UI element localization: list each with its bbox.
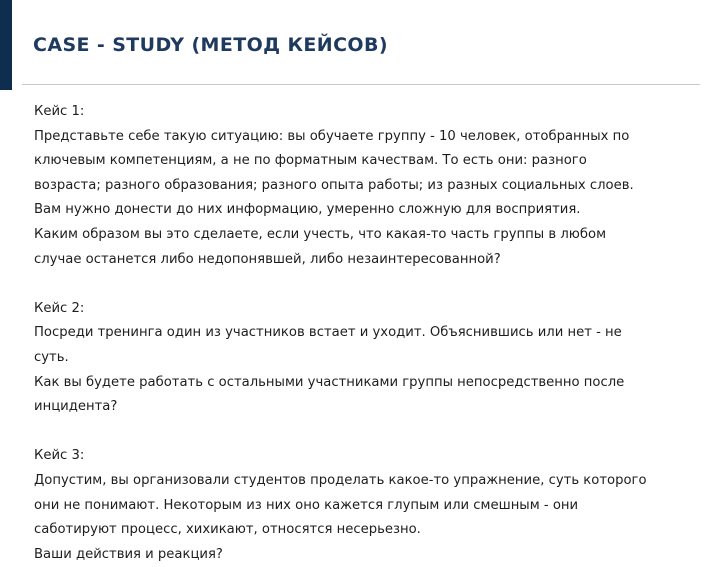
case-1-line: ключевым компетенциям, а не по форматным качествам. То есть они: разного: [34, 153, 587, 169]
slide-content: [34, 100, 702, 567]
case-3-line: саботируют процесс, хихикают, относятся несерьезно.: [34, 522, 421, 538]
case-2-title: Кейс 2:: [34, 300, 85, 316]
case-3-line: Допустим, вы организовали студентов проделать какое-то упражнение, суть которого: [34, 472, 647, 488]
case-1-line: Представьте себе такую ситуацию: вы обучаете группу - 10 человек, отобранных по: [34, 128, 630, 144]
case-1-title: Кейс 1:: [34, 104, 85, 119]
case-2-line: Посреди тренинга один из участников встает и уходит. Объяснившись или нет - не: [34, 325, 622, 341]
case-1-line: случае останется либо недопонявшей, либо незаинтересованной?: [34, 251, 501, 267]
case-1-line: Вам нужно донести до них информацию, умеренно сложную для восприятия.: [34, 202, 581, 218]
slide-title: CASE - STUDY (МЕТОД КЕЙСОВ): [33, 34, 388, 56]
case-2-line: суть.: [34, 349, 69, 365]
case-3: [34, 444, 702, 567]
case-2-line: Как вы будете работать с остальными участниками группы непосредственно после: [34, 374, 625, 390]
title-divider: [22, 84, 700, 85]
case-1-line: Каким образом вы это сделаете, если учесть, что какая-то часть группы в любом: [34, 226, 607, 242]
case-3-title: Кейс 3:: [34, 448, 85, 464]
case-1-line: возраста; разного образования; разного опыта работы; из разных социальных слоев.: [34, 177, 634, 193]
case-3-line: они не понимают. Некоторым из них оно кажется глупым или смешным - они: [34, 497, 579, 513]
case-2: [34, 297, 702, 420]
case-1: [34, 100, 702, 272]
case-2-line: инцидента?: [34, 399, 118, 415]
accent-bar: [0, 0, 12, 90]
case-3-line: Ваши действия и реакция?: [34, 546, 223, 562]
